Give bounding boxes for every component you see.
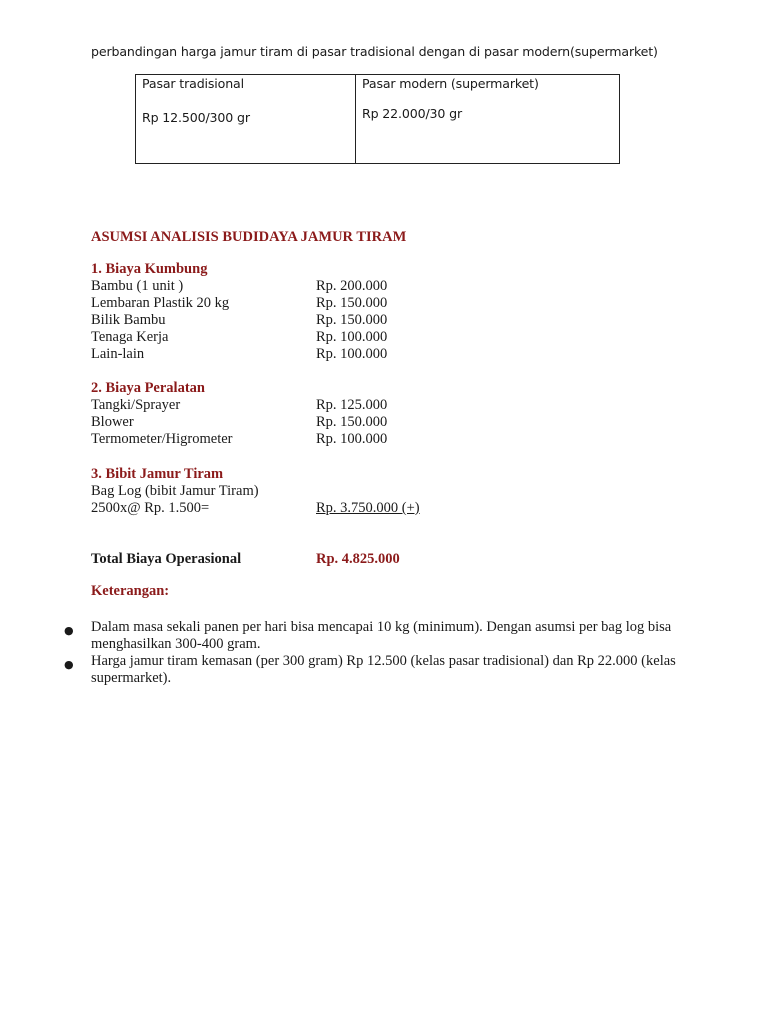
intro-text: perbandingan harga jamur tiram di pasar tradisional dengan di pasar modern(supermarket) xyxy=(91,44,658,59)
cost-item-label: Lembaran Plastik 20 kg xyxy=(91,295,230,311)
table-column-traditional xyxy=(136,75,356,163)
cost-item-label: 2500x@ Rp. 1.500= xyxy=(91,500,210,516)
cost-item-value: Rp. 150.000 xyxy=(316,312,388,328)
cost-item-label: Tenaga Kerja xyxy=(91,329,169,345)
table-header-modern: Pasar modern (supermarket) xyxy=(362,76,539,91)
cost-item-value: Rp. 150.000 xyxy=(316,295,388,311)
section-heading-peralatan: 2. Biaya Peralatan xyxy=(91,380,205,396)
price-comparison-table xyxy=(135,74,620,164)
section-heading-bibit: 3. Bibit Jamur Tiram xyxy=(91,466,224,482)
bullet-icon: ● xyxy=(64,658,74,671)
cost-item-label: Tangki/Sprayer xyxy=(91,397,181,413)
cost-item-value: Rp. 100.000 xyxy=(316,431,388,447)
cost-item-value: Rp. 100.000 xyxy=(316,346,388,362)
cost-item-label: Termometer/Higrometer xyxy=(91,431,233,447)
table-header-traditional: Pasar tradisional xyxy=(142,76,244,91)
cost-item-label: Bilik Bambu xyxy=(91,312,166,328)
cost-item-label: Blower xyxy=(91,414,134,430)
analysis-title: ASUMSI ANALISIS BUDIDAYA JAMUR TIRAM xyxy=(91,229,407,245)
bullet-icon: ● xyxy=(64,624,74,637)
table-column-modern xyxy=(356,75,619,163)
total-value: Rp. 4.825.000 xyxy=(316,551,400,567)
list-item: Harga jamur tiram kemasan (per 300 gram) Rp 12.500 (kelas pasar tradisional) dan Rp 22.000 (kelas supermarket). xyxy=(91,653,676,686)
table-value-traditional: Rp 12.500/300 gr xyxy=(142,110,250,125)
notes-heading: Keterangan: xyxy=(91,583,170,599)
cost-item-value: Rp. 100.000 xyxy=(316,329,388,345)
section-heading-kumbung: 1. Biaya Kumbung xyxy=(91,261,208,277)
cost-item-value: Rp. 150.000 xyxy=(316,414,388,430)
cost-item-value: Rp. 200.000 xyxy=(316,278,388,294)
list-item: Dalam masa sekali panen per hari bisa mencapai 10 kg (minimum). Dengan asumsi per bag log bisa menghasilkan 300-400 gram. xyxy=(91,619,672,652)
cost-item-value-subtotal: Rp. 3.750.000 (+) xyxy=(316,500,420,516)
cost-item-label: Bambu (1 unit ) xyxy=(91,278,184,294)
total-label: Total Biaya Operasional xyxy=(91,551,242,567)
cost-item-value: Rp. 125.000 xyxy=(316,397,388,413)
cost-item-label: Bag Log (bibit Jamur Tiram) xyxy=(91,483,259,499)
table-value-modern: Rp 22.000/30 gr xyxy=(362,106,463,121)
cost-item-label: Lain-lain xyxy=(91,346,145,362)
